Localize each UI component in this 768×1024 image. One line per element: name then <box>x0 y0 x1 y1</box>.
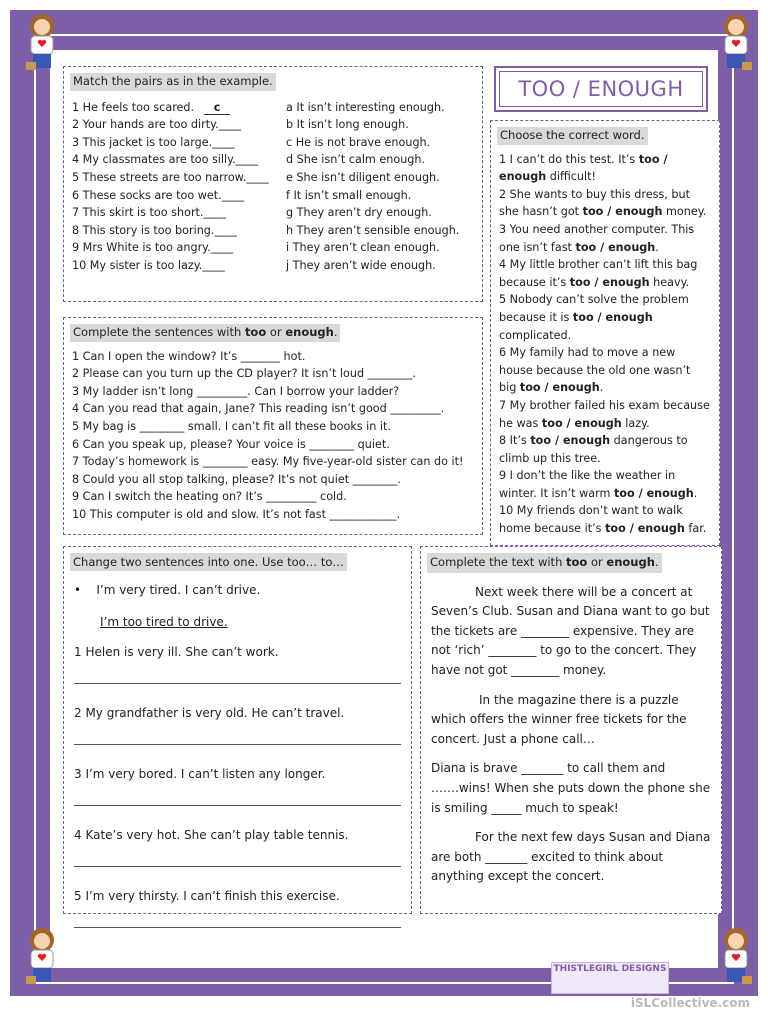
choose-slash: / <box>590 275 603 289</box>
publisher-logo <box>551 962 669 994</box>
choose-option-too: too <box>605 522 626 536</box>
choose-option-too: too <box>519 381 541 395</box>
choose-text-after: money. <box>662 205 707 219</box>
text-header-dot: . <box>654 555 659 569</box>
change-items <box>74 643 401 928</box>
change-item: 1 Helen is very ill. She can’t work. <box>74 645 279 659</box>
choose-slash: / <box>540 381 553 395</box>
match-left: 10 My sister is too lazy.____ <box>72 258 225 272</box>
choose-option-enough: enough <box>562 434 611 448</box>
choose-option-too: too <box>613 486 635 500</box>
choose-text-before: 8 It’s <box>499 434 531 448</box>
choose-slash: / <box>603 205 616 219</box>
match-right: e She isn’t diligent enough. <box>286 170 440 184</box>
complete-section <box>63 317 483 535</box>
match-row <box>72 134 474 152</box>
match-row <box>72 222 474 240</box>
choose-text-before: 7 My brother failed his exam because he was <box>499 398 710 430</box>
match-example-answer: c <box>204 101 230 115</box>
complete-line: 2 Please can you turn up the CD player? It isn’t loud ________. <box>72 367 416 381</box>
choose-text-after: . <box>599 381 604 395</box>
choose-item <box>499 256 711 291</box>
choose-text-before: 10 My friends don’t want to walk home because it’s <box>499 504 683 536</box>
choose-text-before: 2 She wants to buy this dress, but she hasn’t got <box>499 187 690 219</box>
match-left: 8 This story is too boring.____ <box>72 223 237 237</box>
choose-text-before: 1 I can’t do this test. It’s <box>499 152 639 166</box>
match-rows <box>64 99 482 275</box>
choose-item <box>499 151 711 186</box>
text-header-enough: enough <box>606 555 655 569</box>
choose-header: Choose the correct word. <box>497 127 648 145</box>
match-left <box>72 99 286 117</box>
text-paragraph-4: For the next few days Susan and Diana are both _______ excited to think about anything except the concert. <box>431 830 711 884</box>
match-left: 4 My classmates are too silly.____ <box>72 153 259 167</box>
choose-option-too: too <box>569 275 591 289</box>
match-left: 7 This skirt is too short.____ <box>72 206 226 220</box>
choose-text-after: heavy. <box>649 275 690 289</box>
answer-line <box>74 917 401 928</box>
girl-doll-icon <box>712 924 760 988</box>
match-right: i They aren’t clean enough. <box>286 241 440 255</box>
choose-text-before: 6 My family had to move a new house because the old one wasn’t big <box>499 346 691 395</box>
match-left-text: 1 He feels too scared. <box>72 100 195 114</box>
match-row <box>72 204 474 222</box>
match-row <box>72 169 474 187</box>
choose-item <box>499 397 711 432</box>
match-right: h They aren’t sensible enough. <box>286 223 460 237</box>
choose-text-after: dangerous to climb up this tree. <box>499 434 688 465</box>
match-left: 2 Your hands are too dirty.____ <box>72 118 242 132</box>
change-item: 4 Kate’s very hot. She can’t play table tennis. <box>74 828 349 842</box>
change-example: I’m very tired. I can’t drive. <box>96 583 261 597</box>
choose-item <box>499 344 711 397</box>
match-left: 6 These socks are too wet.____ <box>72 188 245 202</box>
text-header <box>427 553 662 573</box>
choose-option-too: too <box>541 416 563 430</box>
choose-items <box>491 151 719 538</box>
girl-doll-icon <box>18 924 66 988</box>
match-left: 3 This jacket is too large.____ <box>72 135 235 149</box>
text-header-too: too <box>566 555 588 569</box>
choose-text-after: lazy. <box>621 416 650 430</box>
choose-slash: / <box>634 486 647 500</box>
answer-line <box>74 673 401 684</box>
choose-slash: / <box>593 310 606 324</box>
choose-slash: / <box>659 152 668 166</box>
choose-option-enough: enough <box>602 275 650 289</box>
match-right: j They aren’t wide enough. <box>286 258 436 272</box>
match-right: d She isn’t calm enough. <box>286 153 426 167</box>
choose-section <box>490 120 720 546</box>
match-row <box>72 257 474 275</box>
match-row <box>72 239 474 257</box>
worksheet-title <box>494 66 708 112</box>
match-right: b It isn’t long enough. <box>286 118 409 132</box>
choose-text-after: complicated. <box>499 328 572 342</box>
complete-line: 8 Could you all stop talking, please? It’s not quiet ________. <box>72 472 401 486</box>
choose-option-enough: enough <box>552 381 600 395</box>
complete-line: 4 Can you read that again, Jane? This reading isn’t good _________. <box>72 402 445 416</box>
match-left: 9 Mrs White is too angry.____ <box>72 241 234 255</box>
complete-line: 9 Can I switch the heating on? It’s _________ cold. <box>72 490 347 504</box>
choose-option-enough: enough <box>637 522 685 536</box>
text-header-text: Complete the text with <box>430 555 567 569</box>
choose-text-before: 5 Nobody can’t solve the problem because it is <box>499 293 689 324</box>
choose-option-too: too <box>572 310 594 324</box>
choose-item <box>499 467 711 502</box>
choose-text-after: . <box>655 240 659 254</box>
bullet-icon: • <box>74 583 97 597</box>
choose-option-too: too <box>582 205 604 219</box>
choose-option-too: too <box>575 240 597 254</box>
complete-header-too: too <box>244 325 267 339</box>
text-paragraph-3: Diana is brave _______ to call them and …….wins! When she puts down the phone she is smiling _____ much to speak! <box>431 761 711 815</box>
watermark: iSLCollective.com <box>630 996 750 1010</box>
choose-item <box>499 291 711 344</box>
complete-line: 6 Can you speak up, please? Your voice is ________ quiet. <box>72 437 390 451</box>
complete-header-or: or <box>266 325 286 339</box>
choose-text-before: 4 My little brother can’t lift this bag because it’s <box>499 258 698 289</box>
choose-slash: / <box>562 416 575 430</box>
complete-header <box>70 324 340 342</box>
complete-line: 7 Today’s homework is ________ easy. My five-year-old sister can do it! <box>72 455 464 469</box>
choose-option-enough: enough <box>605 310 653 324</box>
choose-text-before: 9 I don’t the like the weather in winter. It isn’t warm <box>499 469 676 500</box>
complete-header-enough: enough <box>285 325 334 339</box>
choose-slash: / <box>625 522 638 536</box>
choose-option-enough: enough <box>499 170 547 184</box>
choose-text-after: . <box>693 486 698 500</box>
choose-item <box>499 432 711 467</box>
change-item: 2 My grandfather is very old. He can’t travel. <box>74 706 345 720</box>
choose-text-after: far. <box>684 522 707 536</box>
text-section <box>420 546 722 914</box>
match-right: c He is not brave enough. <box>286 135 431 149</box>
choose-option-too: too <box>530 434 552 448</box>
answer-line <box>74 795 401 806</box>
choose-slash: / <box>551 434 563 448</box>
choose-item <box>499 221 711 256</box>
choose-option-enough: enough <box>646 486 694 500</box>
worksheet-title-text: TOO / ENOUGH <box>499 71 703 107</box>
choose-text-after: difficult! <box>546 170 596 184</box>
choose-option-enough: enough <box>608 240 656 254</box>
match-row <box>72 99 474 117</box>
text-paragraph-1: Next week there will be a concert at Seven’s Club. Susan and Diana want to go but the tickets are ________ expensive. They are not ‘rich’ ________ to go to the concert. They have not got ________ money. <box>431 584 710 677</box>
change-body <box>64 581 411 928</box>
complete-line: 5 My bag is ________ small. I can’t fit all these books in it. <box>72 419 391 433</box>
answer-line <box>74 856 401 867</box>
match-left: 5 These streets are too narrow.____ <box>72 170 269 184</box>
girl-doll-icon <box>712 10 760 74</box>
complete-line: 10 This computer is old and slow. It’s not fast ____________. <box>72 507 401 521</box>
complete-lines <box>64 348 482 524</box>
text-body <box>421 583 721 887</box>
choose-item <box>499 186 711 221</box>
change-item: 5 I’m very thirsty. I can’t finish this exercise. <box>74 889 340 903</box>
match-row <box>72 151 474 169</box>
complete-line: 1 Can I open the window? It’s _______ hot. <box>72 349 306 363</box>
text-header-or: or <box>587 555 607 569</box>
change-header: Change two sentences into one. Use too… to… <box>70 553 347 571</box>
match-right: g They aren’t dry enough. <box>286 206 432 220</box>
choose-text-before: 3 You need another computer. This one isn’t fast <box>499 222 695 254</box>
match-section <box>63 66 483 302</box>
match-right: a It isn’t interesting enough. <box>286 100 445 114</box>
change-example-answer: I’m too tired to drive. <box>100 615 228 629</box>
answer-line <box>74 734 401 745</box>
match-row <box>72 116 474 134</box>
match-row <box>72 187 474 205</box>
text-paragraph-2: In the magazine there is a puzzle which offers the winner free tickets for the concert. Just a phone call… <box>431 692 687 746</box>
change-item: 3 I’m very bored. I can’t listen any longer. <box>74 767 326 781</box>
complete-header-text: Complete the sentences with <box>73 325 245 339</box>
change-section <box>63 546 412 914</box>
complete-header-dot: . <box>333 325 338 339</box>
complete-line: 3 My ladder isn’t long _________. Can I borrow your ladder? <box>72 384 400 398</box>
match-header: Match the pairs as in the example. <box>70 73 276 91</box>
choose-item <box>499 502 711 537</box>
choose-option-enough: enough <box>574 416 622 430</box>
match-right: f It isn’t small enough. <box>286 188 412 202</box>
choose-slash: / <box>596 240 609 254</box>
choose-option-enough: enough <box>615 205 663 219</box>
publisher-logo-text: THISTLEGIRL DESIGNS <box>553 964 667 974</box>
change-example-row <box>74 581 401 599</box>
choose-option-too: too <box>638 152 660 166</box>
girl-doll-icon <box>18 10 66 74</box>
